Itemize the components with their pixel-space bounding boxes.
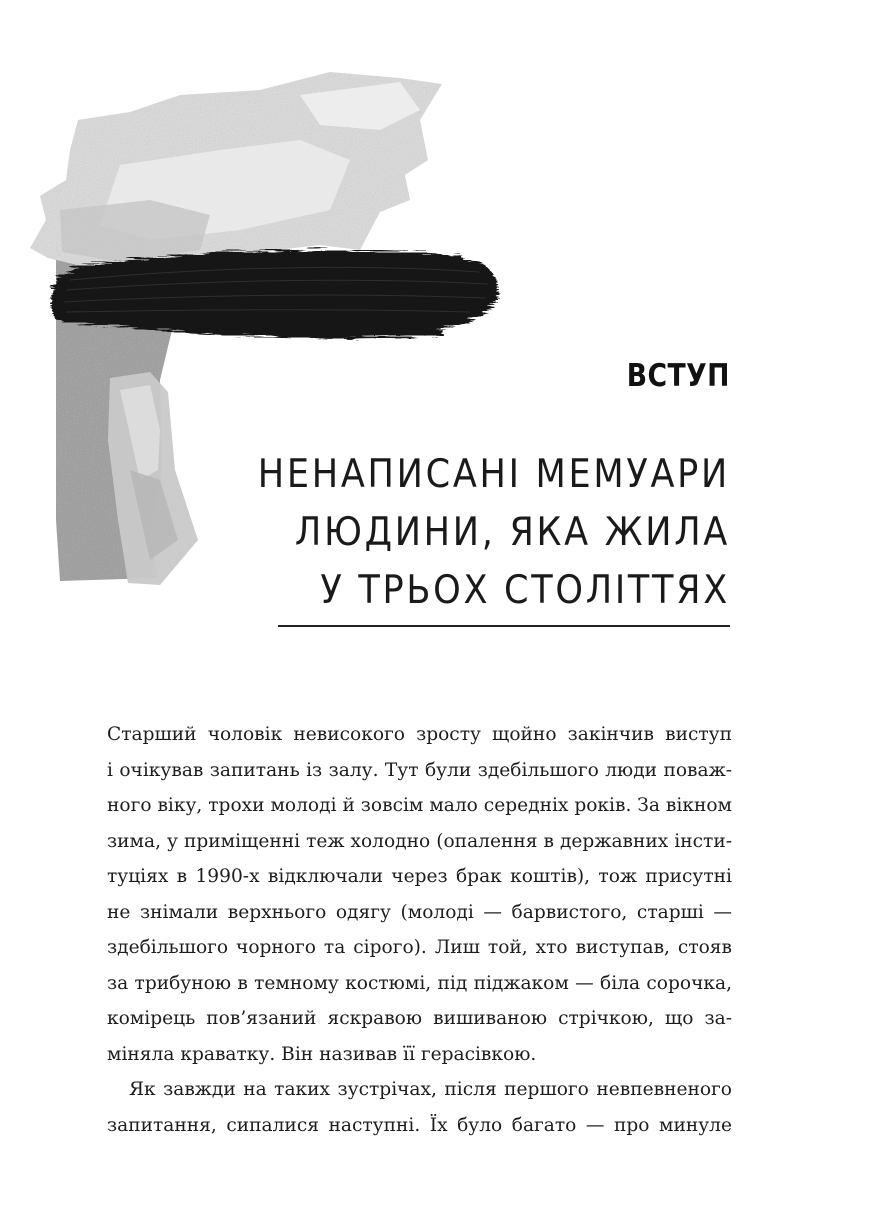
chapter-title-line: НЕНАПИСАНІ МЕМУАРИ [257,452,730,497]
torn-paper-top [30,72,442,272]
text-line: за трибуною в темному костюмі, під піджаком — біла сорочка, [107,972,732,994]
text-line: Старший чоловік невисокого зросту щойно закінчив виступ [107,724,732,745]
text-line: не знімали верхнього одягу (молоді — барвистого, старші — [107,901,732,923]
ink-brush-stroke [49,249,496,333]
chapter-title [226,446,730,620]
paragraph [107,717,732,1072]
text-line: міняла краватку. Він називав її герасівкою. [107,1043,537,1065]
text-line: і очікував запитань із залу. Тут були здебільшого люди поваж- [107,759,732,781]
title-divider [278,625,730,627]
text-line: запитання, сипалися наступні. Їх було багато — про минуле [107,1114,732,1136]
text-line: здебільшого чорного та сірого). Лиш той, хто виступав, стояв [107,937,732,958]
section-label: ВСТУП [626,358,730,394]
text-line: Як завжди на таких зустрічах, після першого невпевненого [129,1079,732,1100]
text-line: ного віку, трохи молоді й зовсім мало середніх років. За вікном [107,795,732,816]
body-text [107,717,732,1143]
chapter-title-line: У ТРЬОХ СТОЛІТТЯХ [320,568,730,613]
text-line: зима, у приміщенні теж холодно (опалення в державних інсти- [107,830,732,852]
chapter-title-line: ЛЮДИНИ, ЯКА ЖИЛА [294,510,730,555]
text-line: туціях в 1990-х відключали через брак коштів), тож присутні [107,866,732,887]
paragraph [107,1072,732,1143]
text-line: комірець пов’язаний яскравою вишиваною стрічкою, що за- [107,1008,732,1029]
